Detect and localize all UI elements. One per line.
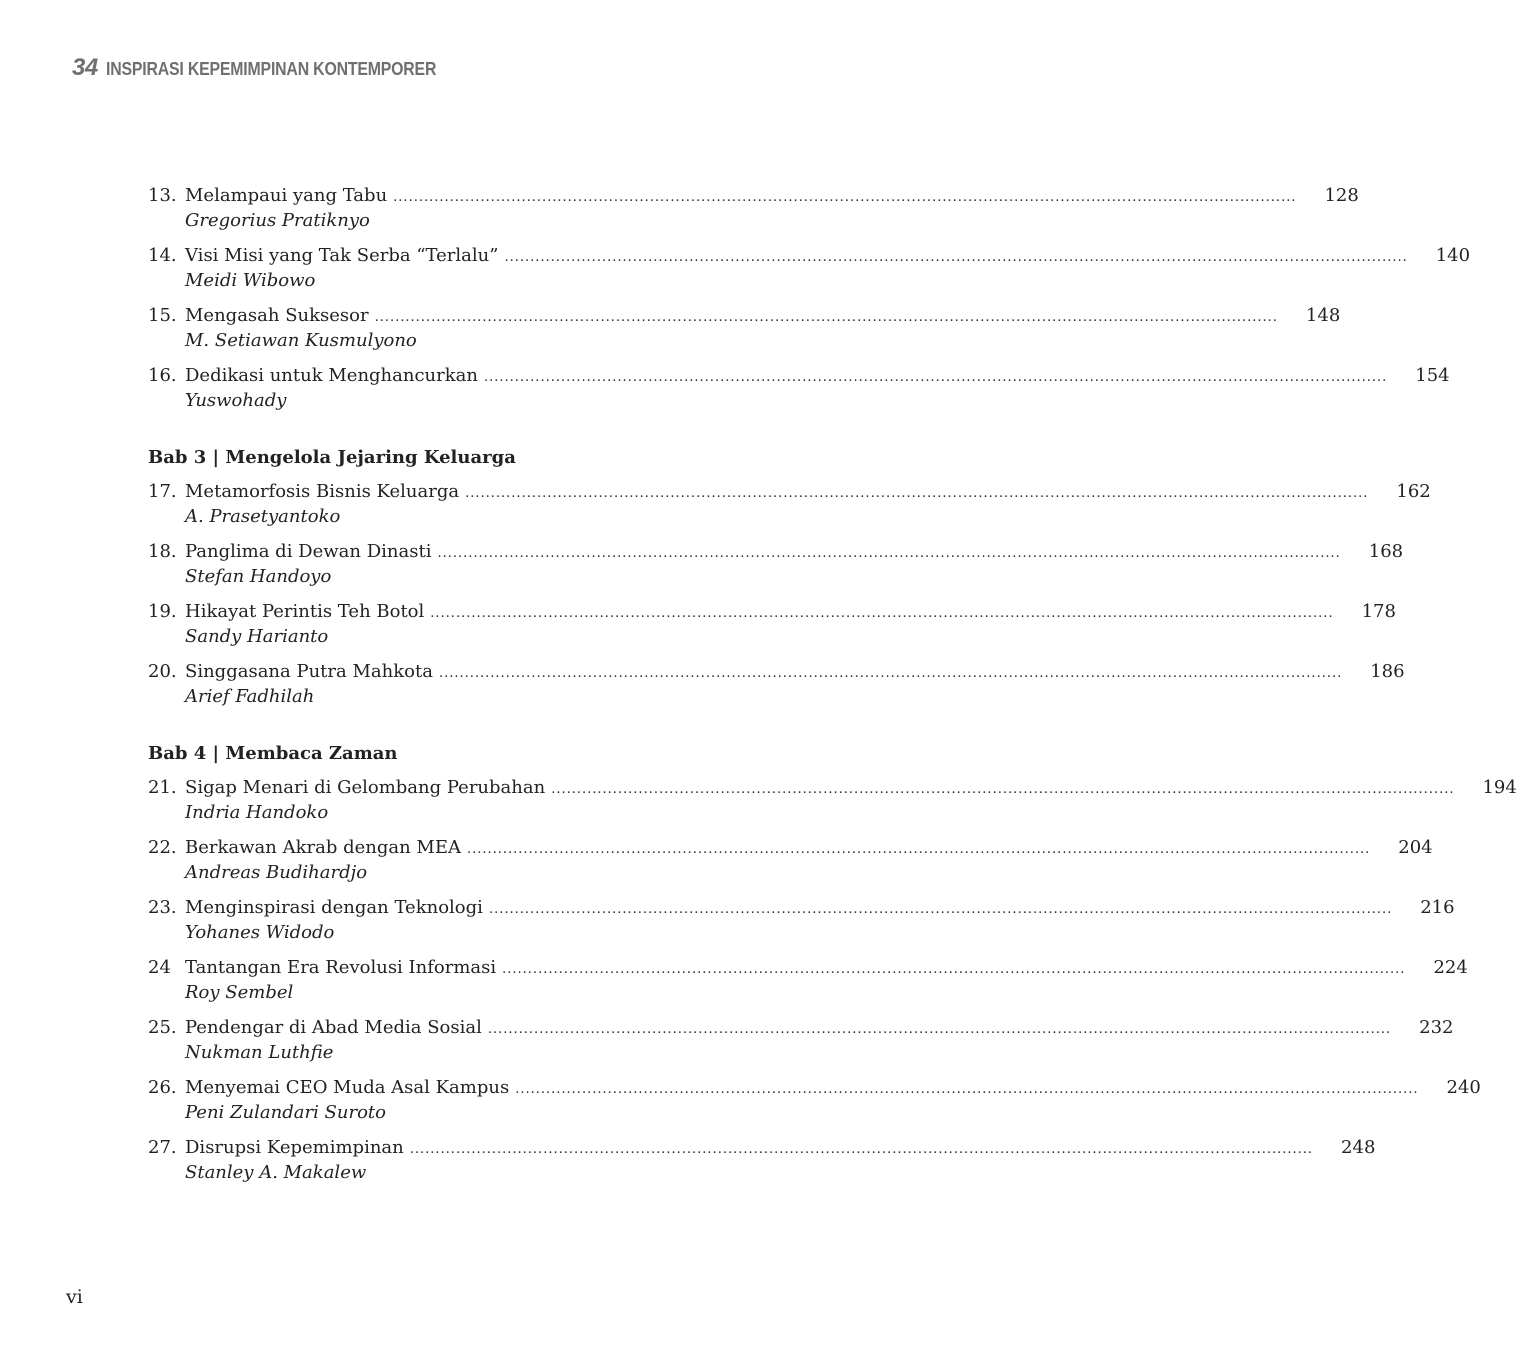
toc-entry [148, 1136, 1376, 1184]
chapter-heading: Bab 4 | Membaca Zaman [148, 743, 398, 764]
running-head [72, 54, 481, 82]
entry-title: Menginspirasi dengan Teknologi [185, 897, 483, 918]
entry-page-number: 232 [1419, 1017, 1454, 1038]
running-head-title: INSPIRASI KEPEMIMPINAN KONTEMPORER [105, 59, 436, 79]
toc-group [148, 742, 1517, 1184]
entry-title: Menyemai CEO Muda Asal Kampus [185, 1077, 510, 1098]
entry-title: Metamorfosis Bisnis Keluarga [185, 481, 460, 502]
entry-title: Dedikasi untuk Menghancurkan [185, 365, 478, 386]
entry-title: Mengasah Suksesor [185, 305, 369, 326]
entry-number: 16. [148, 365, 177, 386]
toc-entry [148, 896, 1455, 944]
entry-number: 14. [148, 245, 177, 266]
entry-author: Roy Sembel [185, 982, 294, 1003]
entry-author: Gregorius Pratiknyo [185, 210, 370, 231]
entry-author: Stefan Handoyo [185, 566, 332, 587]
dot-leader [488, 1018, 1391, 1041]
entry-number: 19. [148, 601, 177, 622]
entry-number: 13. [148, 185, 177, 206]
entry-number: 23. [148, 897, 177, 918]
toc-entry [148, 480, 1431, 528]
dot-leader [489, 898, 1392, 921]
entry-title: Disrupsi Kepemimpinan [185, 1137, 404, 1158]
entry-author: Meidi Wibowo [185, 270, 316, 291]
entry-author: Nukman Luthfie [185, 1042, 334, 1063]
entry-number: 24 [148, 957, 171, 978]
toc-entry [148, 836, 1433, 884]
entry-title: Tantangan Era Revolusi Informasi [185, 957, 497, 978]
entry-number: 22. [148, 837, 177, 858]
toc-entry [148, 244, 1471, 292]
toc-entry [148, 600, 1396, 648]
entry-page-number: 154 [1415, 365, 1450, 386]
dot-leader [551, 778, 1454, 801]
dot-leader [502, 958, 1405, 981]
dot-leader [504, 246, 1407, 269]
entry-page-number: 240 [1446, 1077, 1481, 1098]
table-of-contents [148, 184, 1517, 1196]
page-folio: vi [66, 1286, 83, 1308]
entry-page-number: 216 [1420, 897, 1455, 918]
toc-entry [148, 364, 1450, 412]
toc-entry [148, 956, 1468, 1004]
dot-leader [430, 602, 1333, 625]
entry-page-number: 168 [1368, 541, 1404, 562]
entry-page-number: 148 [1305, 305, 1341, 326]
entry-author: M. Setiawan Kusmulyono [185, 330, 417, 351]
entry-title: Hikayat Perintis Teh Botol [185, 601, 425, 622]
entry-author: Arief Fadhilah [185, 686, 315, 707]
entry-page-number: 186 [1370, 661, 1405, 682]
dot-leader [515, 1078, 1418, 1101]
entry-author: Andreas Budihardjo [185, 862, 368, 883]
entry-author: Yohanes Widodo [185, 922, 335, 943]
chapter-heading: Bab 3 | Mengelola Jejaring Keluarga [148, 447, 516, 468]
entry-number: 26. [148, 1077, 177, 1098]
entry-title: Sigap Menari di Gelombang Perubahan [185, 777, 546, 798]
entry-title: Melampaui yang Tabu [185, 185, 388, 206]
entry-author: Stanley A. Makalew [185, 1162, 367, 1183]
dot-leader [467, 838, 1370, 861]
dot-leader [393, 186, 1296, 209]
entry-page-number: 178 [1361, 601, 1396, 622]
toc-entry [148, 776, 1517, 824]
entry-author: Sandy Harianto [185, 626, 329, 647]
entry-author: Peni Zulandari Suroto [185, 1102, 386, 1123]
entry-author: A. Prasetyantoko [185, 506, 341, 527]
toc-entry [148, 184, 1359, 232]
toc-entry [148, 660, 1405, 708]
entry-number: 17. [148, 481, 177, 502]
running-head-number: 34 [72, 54, 98, 81]
dot-leader [375, 306, 1278, 329]
entry-title: Singgasana Putra Mahkota [185, 661, 433, 682]
entry-title: Panglima di Dewan Dinasti [185, 541, 432, 562]
entry-number: 20. [148, 661, 177, 682]
entry-page-number: 140 [1435, 245, 1471, 266]
toc-entry [148, 1016, 1454, 1064]
entry-page-number: 224 [1433, 957, 1468, 978]
dot-leader [439, 662, 1342, 685]
entry-title: Pendengar di Abad Media Sosial [185, 1017, 482, 1038]
entry-page-number: 204 [1398, 837, 1433, 858]
toc-group [148, 184, 1471, 412]
dot-leader [410, 1138, 1313, 1161]
dot-leader [437, 542, 1340, 565]
entry-page-number: 162 [1396, 481, 1431, 502]
entry-author: Indria Handoko [185, 802, 329, 823]
entry-page-number: 128 [1324, 185, 1359, 206]
entry-page-number: 194 [1482, 777, 1517, 798]
toc-group [148, 446, 1431, 708]
entry-title: Berkawan Akrab dengan MEA [185, 837, 461, 858]
entry-number: 25. [148, 1017, 177, 1038]
entry-number: 21. [148, 777, 177, 798]
entry-number: 15. [148, 305, 177, 326]
entry-number: 18. [148, 541, 177, 562]
dot-leader [484, 366, 1387, 389]
entry-number: 27. [148, 1137, 177, 1158]
toc-entry [148, 304, 1341, 352]
entry-author: Yuswohady [185, 390, 287, 411]
entry-title: Visi Misi yang Tak Serba “Terlalu” [185, 245, 499, 266]
entry-page-number: 248 [1341, 1137, 1376, 1158]
toc-entry [148, 1076, 1481, 1124]
dot-leader [465, 482, 1368, 505]
toc-entry [148, 540, 1404, 588]
